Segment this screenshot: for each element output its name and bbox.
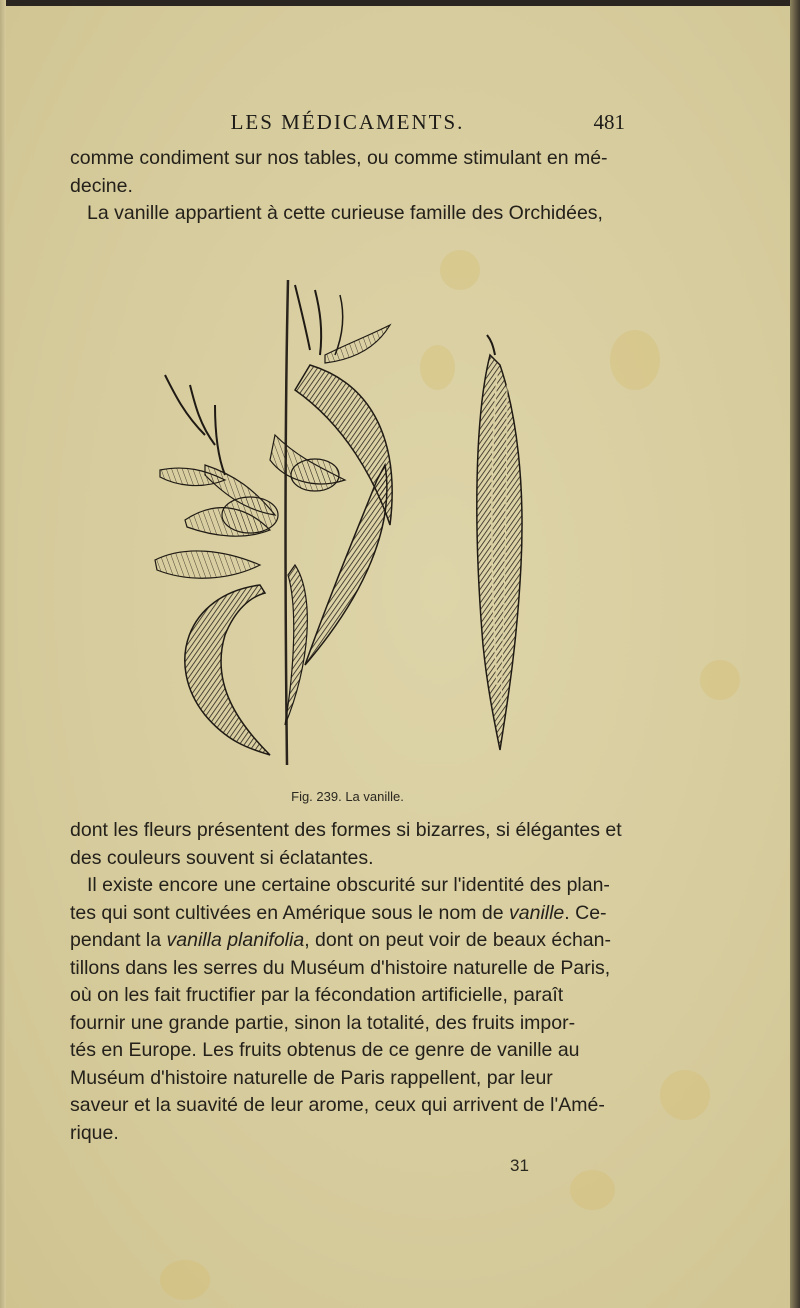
text-line xyxy=(70,900,625,928)
text-line: tés en Europe. Les fruits obtenus de ce genre de vanille au xyxy=(70,1039,580,1061)
text-run: , dont on peut voir de beaux échan- xyxy=(304,929,611,951)
paper-stain xyxy=(570,1170,615,1210)
text-line: dont les fleurs présentent des formes si bizarres, si élégantes et xyxy=(70,819,622,841)
text-line: decine. xyxy=(70,174,133,197)
paragraph-intro xyxy=(70,145,625,228)
text-line: comme condiment sur nos tables, ou comme stimulant en mé- xyxy=(70,147,608,169)
paper-stain xyxy=(610,330,660,390)
page-left-edge xyxy=(0,0,6,1308)
text-line: tillons dans les serres du Muséum d'histoire naturelle de Paris, xyxy=(70,956,611,979)
text-line: fournir une grande partie, sinon la totalité, des fruits impor- xyxy=(70,1011,576,1034)
paper-stain xyxy=(160,1260,210,1300)
text-line: La vanille appartient à cette curieuse famille des Orchidées, xyxy=(87,202,603,224)
page-binding-edge xyxy=(790,0,800,1308)
running-title: LES MÉDICAMENTS. xyxy=(230,110,465,134)
page-top-edge xyxy=(0,0,800,6)
paragraph-flowers xyxy=(70,817,625,1147)
page-number: 481 xyxy=(593,110,625,134)
text-run: . Ce- xyxy=(564,901,607,924)
italic-term: vanille xyxy=(509,901,565,924)
vanilla-illustration xyxy=(145,265,545,775)
text-line: où on les fait fructifier par la fécondation artificielle, paraît xyxy=(70,984,564,1006)
text-line: Muséum d'histoire naturelle de Paris rappellent, par leur xyxy=(70,1066,553,1089)
signature-mark: 31 xyxy=(510,1156,529,1175)
vanilla-engraving xyxy=(145,265,545,775)
text-run: pendant la xyxy=(70,929,167,951)
paper-stain xyxy=(700,660,740,700)
paper-stain xyxy=(660,1070,710,1120)
text-line: rique. xyxy=(70,1121,119,1144)
running-head xyxy=(70,110,625,138)
figure-caption: Fig. 239. La vanille. xyxy=(291,789,404,804)
text-run: tes qui sont cultivées en Amérique sous le nom de xyxy=(70,901,509,924)
text-line: Il existe encore une certaine obscurité sur l'identité des plan- xyxy=(87,874,610,896)
text-line xyxy=(70,927,625,955)
italic-term: vanilla planifolia xyxy=(166,929,305,951)
text-line: saveur et la suavité de leur arome, ceux qui arrivent de l'Amé- xyxy=(70,1094,605,1116)
text-line: des couleurs souvent si éclatantes. xyxy=(70,846,374,869)
